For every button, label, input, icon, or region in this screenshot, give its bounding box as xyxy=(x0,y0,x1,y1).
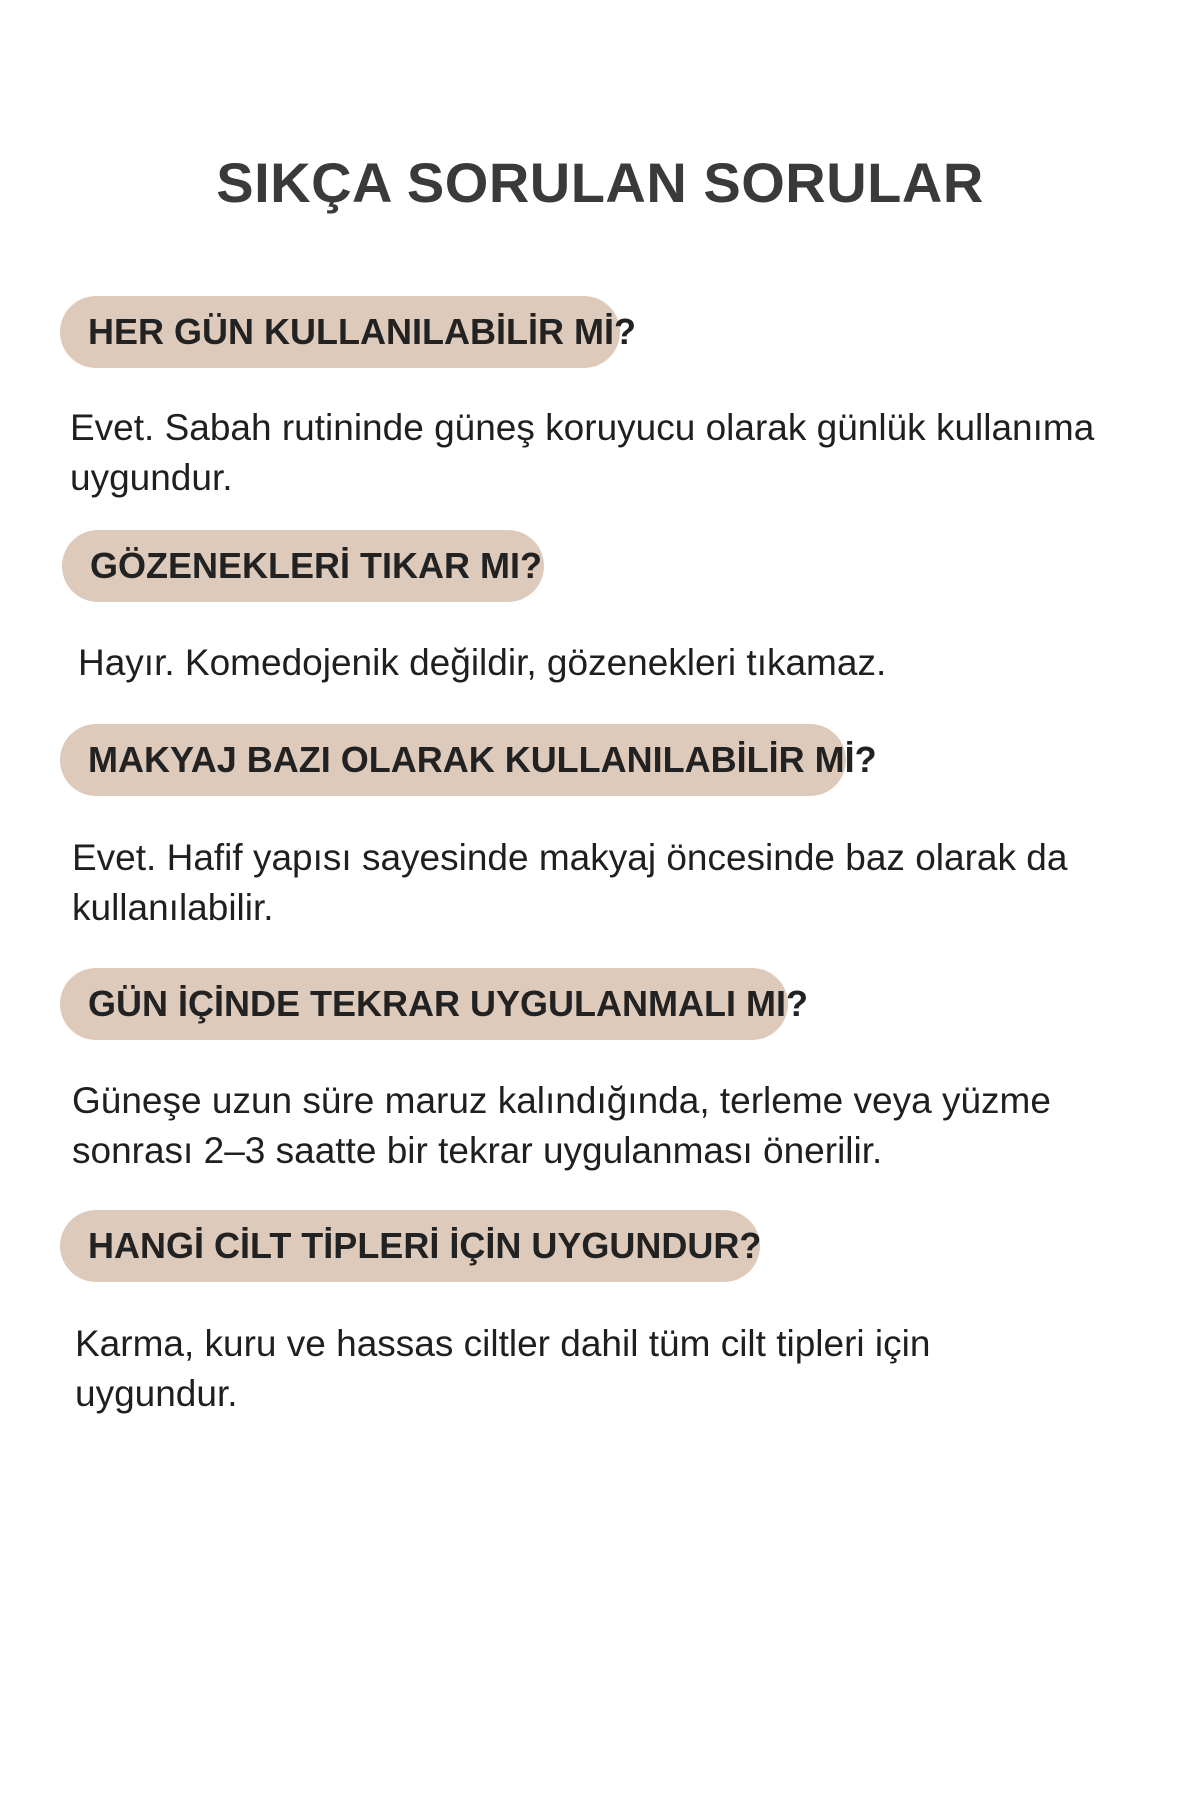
faq-answer-4: Güneşe uzun süre maruz kalındığında, terleme veya yüzme sonrası 2–3 saatte bir tekrar uygulanması önerilir. xyxy=(72,1080,1051,1171)
faq-question-3[interactable]: MAKYAJ BAZI OLARAK KULLANILABİLİR Mİ? xyxy=(60,724,846,796)
faq-question-1[interactable]: HER GÜN KULLANILABİLİR Mİ? xyxy=(60,296,620,368)
faq-answer-5: Karma, kuru ve hassas ciltler dahil tüm cilt tipleri için uygundur. xyxy=(75,1323,931,1414)
faq-question-2[interactable]: GÖZENEKLERİ TIKAR MI? xyxy=(62,530,544,602)
faq-answer-1: Evet. Sabah rutininde güneş koruyucu olarak günlük kullanıma uygundur. xyxy=(70,407,1095,498)
page-title: SIKÇA SORULAN SORULAR xyxy=(216,151,984,214)
faq-answer-3: Evet. Hafif yapısı sayesinde makyaj öncesinde baz olarak da kullanılabilir. xyxy=(72,837,1068,928)
faq-answer-2: Hayır. Komedojenik değildir, gözenekleri tıkamaz. xyxy=(78,642,887,683)
faq-question-5[interactable]: HANGİ CİLT TİPLERİ İÇİN UYGUNDUR? xyxy=(60,1210,760,1282)
faq-question-4[interactable]: GÜN İÇİNDE TEKRAR UYGULANMALI MI? xyxy=(60,968,788,1040)
